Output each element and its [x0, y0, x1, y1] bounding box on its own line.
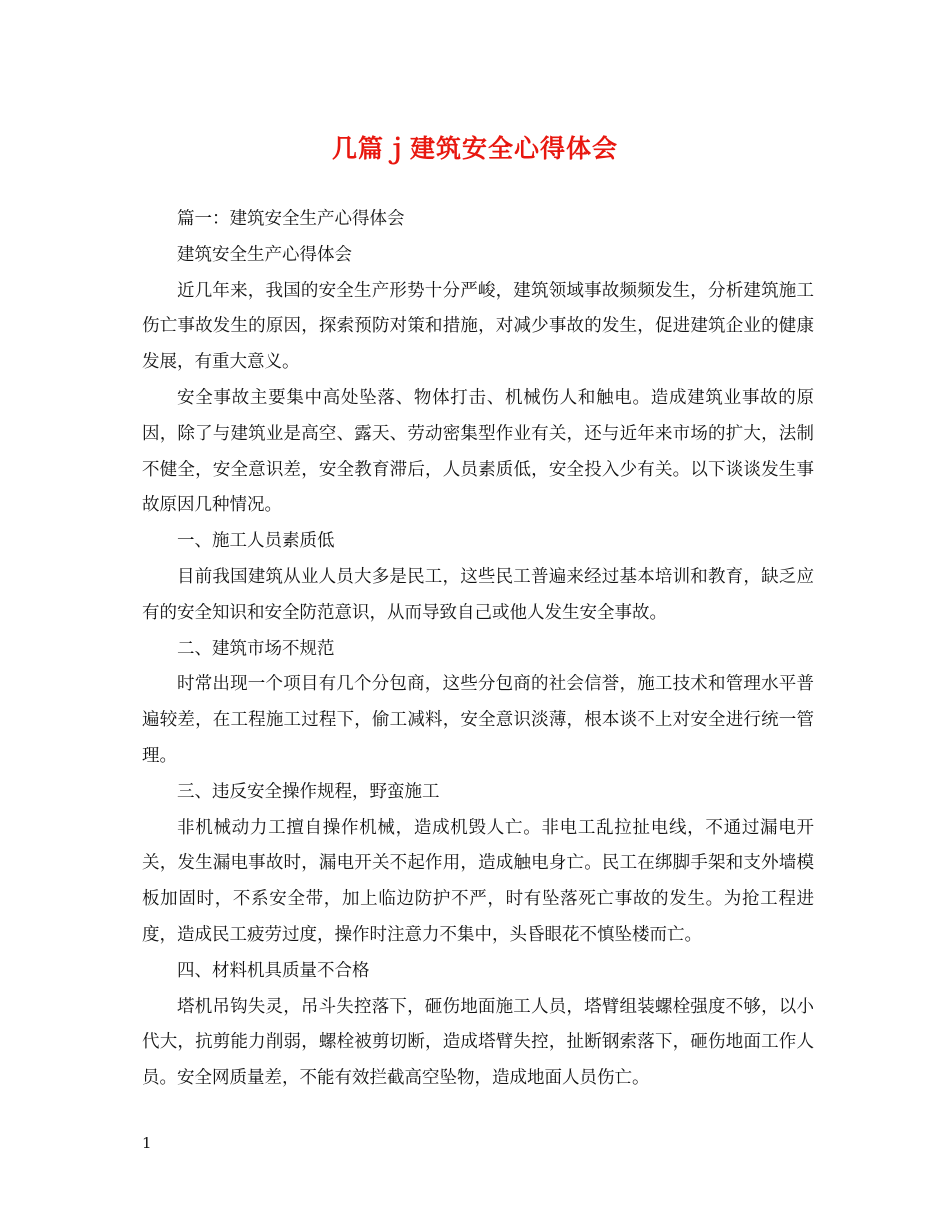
paragraph: 时常出现一个项目有几个分包商，这些分包商的社会信誉，施工技术和管理水平普遍较差，在工程施工过程下，偷工减料，安全意识淡薄，根本谈不上对安全进行统一管理。 [142, 674, 814, 766]
paragraph: 塔机吊钩失灵，吊斗失控落下，砸伤地面施工人员，塔臂组装螺栓强度不够，以小代大，抗剪能力削弱，螺栓被剪切断，造成塔臂失控，扯断钢索落下，砸伤地面工作人员。安全网质量差，不能有效拦截高空坠物，造成地面人员伤亡。 [142, 996, 814, 1089]
section-heading: 三、违反安全操作规程，野蛮施工 [177, 781, 440, 802]
section-heading: 篇一：建筑安全生产心得体会 [177, 209, 405, 229]
section-heading: 四、材料机具质量不合格 [177, 960, 370, 981]
subtitle: 建筑安全生产心得体会 [177, 244, 352, 265]
document-body [142, 202, 814, 1097]
paragraph: 安全事故主要集中高处坠落、物体打击、机械伤人和触电。造成建筑业事故的原因，除了与建筑业是高空、露天、劳动密集型作业有关，还与近年来市场的扩大，法制不健全，安全意识差，安全教育滞后，人员素质低，安全投入少有关。以下谈谈发生事故原因几种情况。 [142, 387, 814, 516]
paragraph: 非机械动力工擅自操作机械，造成机毁人亡。非电工乱拉扯电线，不通过漏电开关，发生漏电事故时，漏电开关不起作用，造成触电身亡。民工在绑脚手架和支外墙模板加固时，不系安全带，加上临边防护不严，时有坠落死亡事故的发生。为抢工程进度，造成民工疲劳过度，操作时注意力不集中，头昏眼花不慎坠楼而亡。 [142, 817, 814, 945]
page-number: 1 [142, 1134, 152, 1152]
section-heading: 二、建筑市场不规范 [177, 638, 335, 659]
section-heading: 一、施工人员素质低 [177, 531, 335, 552]
paragraph: 近几年来，我国的安全生产形势十分严峻，建筑领域事故频频发生，分析建筑施工伤亡事故发生的原因，探索预防对策和措施，对减少事故的发生，促进建筑企业的健康发展，有重大意义。 [142, 280, 814, 373]
document-title: 几篇ｊ建筑安全心得体会 [331, 134, 618, 163]
paragraph: 目前我国建筑从业人员大多是民工，这些民工普遍来经过基本培训和教育，缺乏应有的安全知识和安全防范意识，从而导致自己或他人发生安全事故。 [142, 566, 814, 623]
